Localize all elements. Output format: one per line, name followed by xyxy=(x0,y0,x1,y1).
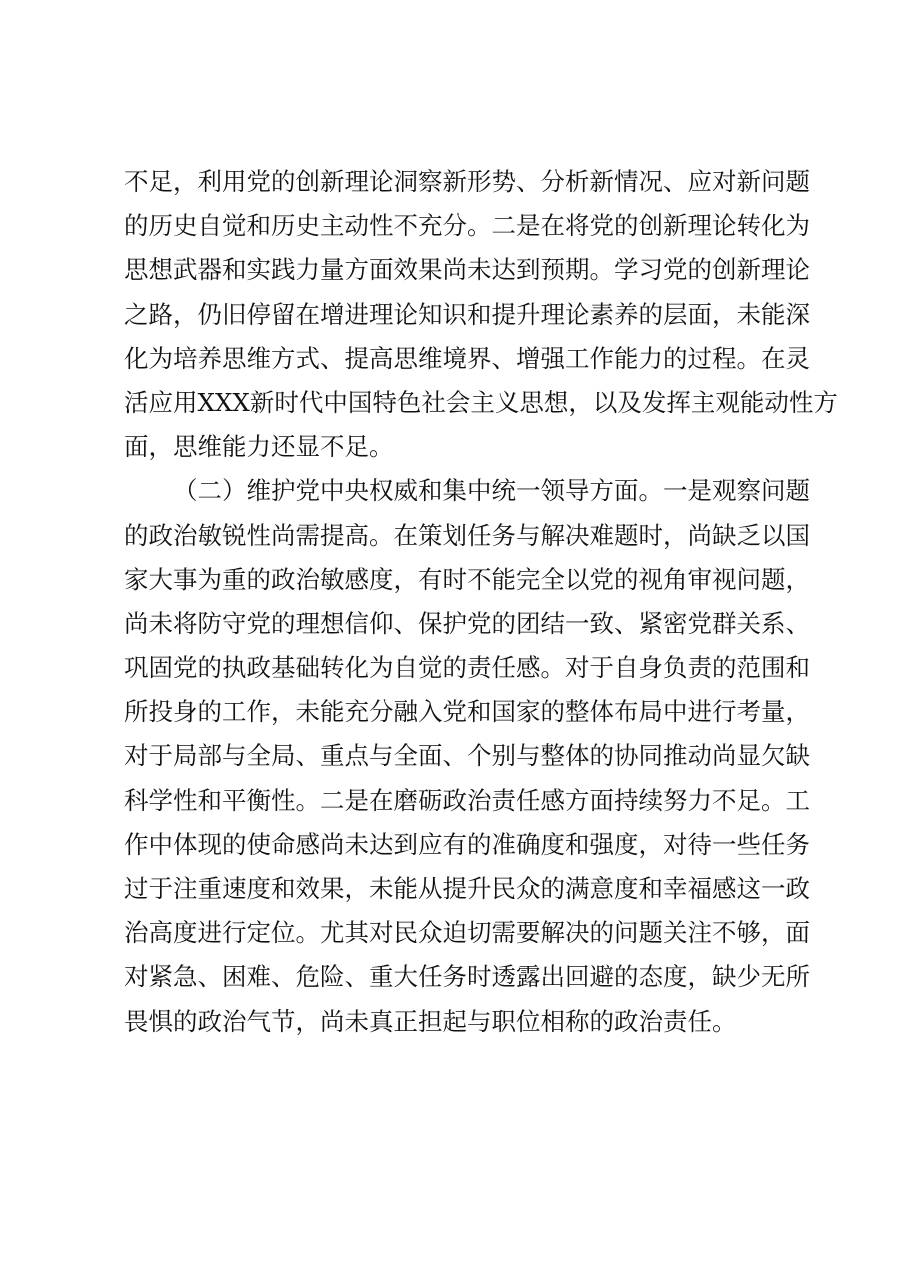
paragraph-1 xyxy=(124,160,838,469)
text-line: 对紧急、困难、危险、重大任务时透露出回避的态度，缺少无所 xyxy=(124,962,810,992)
document-body xyxy=(124,160,838,1044)
text-line: 的历史自觉和历史主动性不充分。二是在将党的创新理论转化为 xyxy=(124,211,810,241)
text-line: 对于局部与全局、重点与全面、个别与整体的协同推动尚显欠缺 xyxy=(124,741,810,771)
text-line: 所投身的工作，未能充分融入党和国家的整体布局中进行考量， xyxy=(124,697,810,727)
paragraph-2 xyxy=(124,469,810,1043)
text-line: 思想武器和实践力量方面效果尚未达到预期。学习党的创新理论 xyxy=(124,255,810,285)
text-line: 面，思维能力还显不足。 xyxy=(124,432,394,462)
text-line: 尚未将防守党的理想信仰、保护党的团结一致、紧密党群关系、 xyxy=(124,608,810,638)
text-line: 的政治敏锐性尚需提高。在策划任务与解决难题时，尚缺乏以国 xyxy=(124,520,810,550)
section-heading-line: （二）维护党中央权威和集中统一领导方面。一是观察问题 xyxy=(173,476,810,506)
text-line: 化为培养思维方式、提高思维境界、增强工作能力的过程。在灵 xyxy=(124,343,810,373)
text-line: 科学性和平衡性。二是在磨砺政治责任感方面持续努力不足。工 xyxy=(124,785,810,815)
text-line: 过于注重速度和效果，未能从提升民众的满意度和幸福感这一政 xyxy=(124,874,810,903)
text-line: 之路，仍旧停留在增进理论知识和提升理论素养的层面，未能深 xyxy=(124,299,810,329)
text-line: 活应用XXX新时代中国特色社会主义思想，以及发挥主观能动性方 xyxy=(124,387,838,417)
text-line: 家大事为重的政治敏感度，有时不能完全以党的视角审视问题， xyxy=(124,564,810,594)
text-line: 不足，利用党的创新理论洞察新形势、分析新情况、应对新问题 xyxy=(124,167,810,196)
text-line: 巩固党的执政基础转化为自觉的责任感。对于自身负责的范围和 xyxy=(124,653,810,683)
text-line: 作中体现的使命感尚未达到应有的准确度和强度，对待一些任务 xyxy=(124,829,810,859)
text-line: 治高度进行定位。尤其对民众迫切需要解决的问题关注不够，面 xyxy=(124,918,810,948)
text-line: 畏惧的政治气节，尚未真正担起与职位相称的政治责任。 xyxy=(124,1006,737,1036)
